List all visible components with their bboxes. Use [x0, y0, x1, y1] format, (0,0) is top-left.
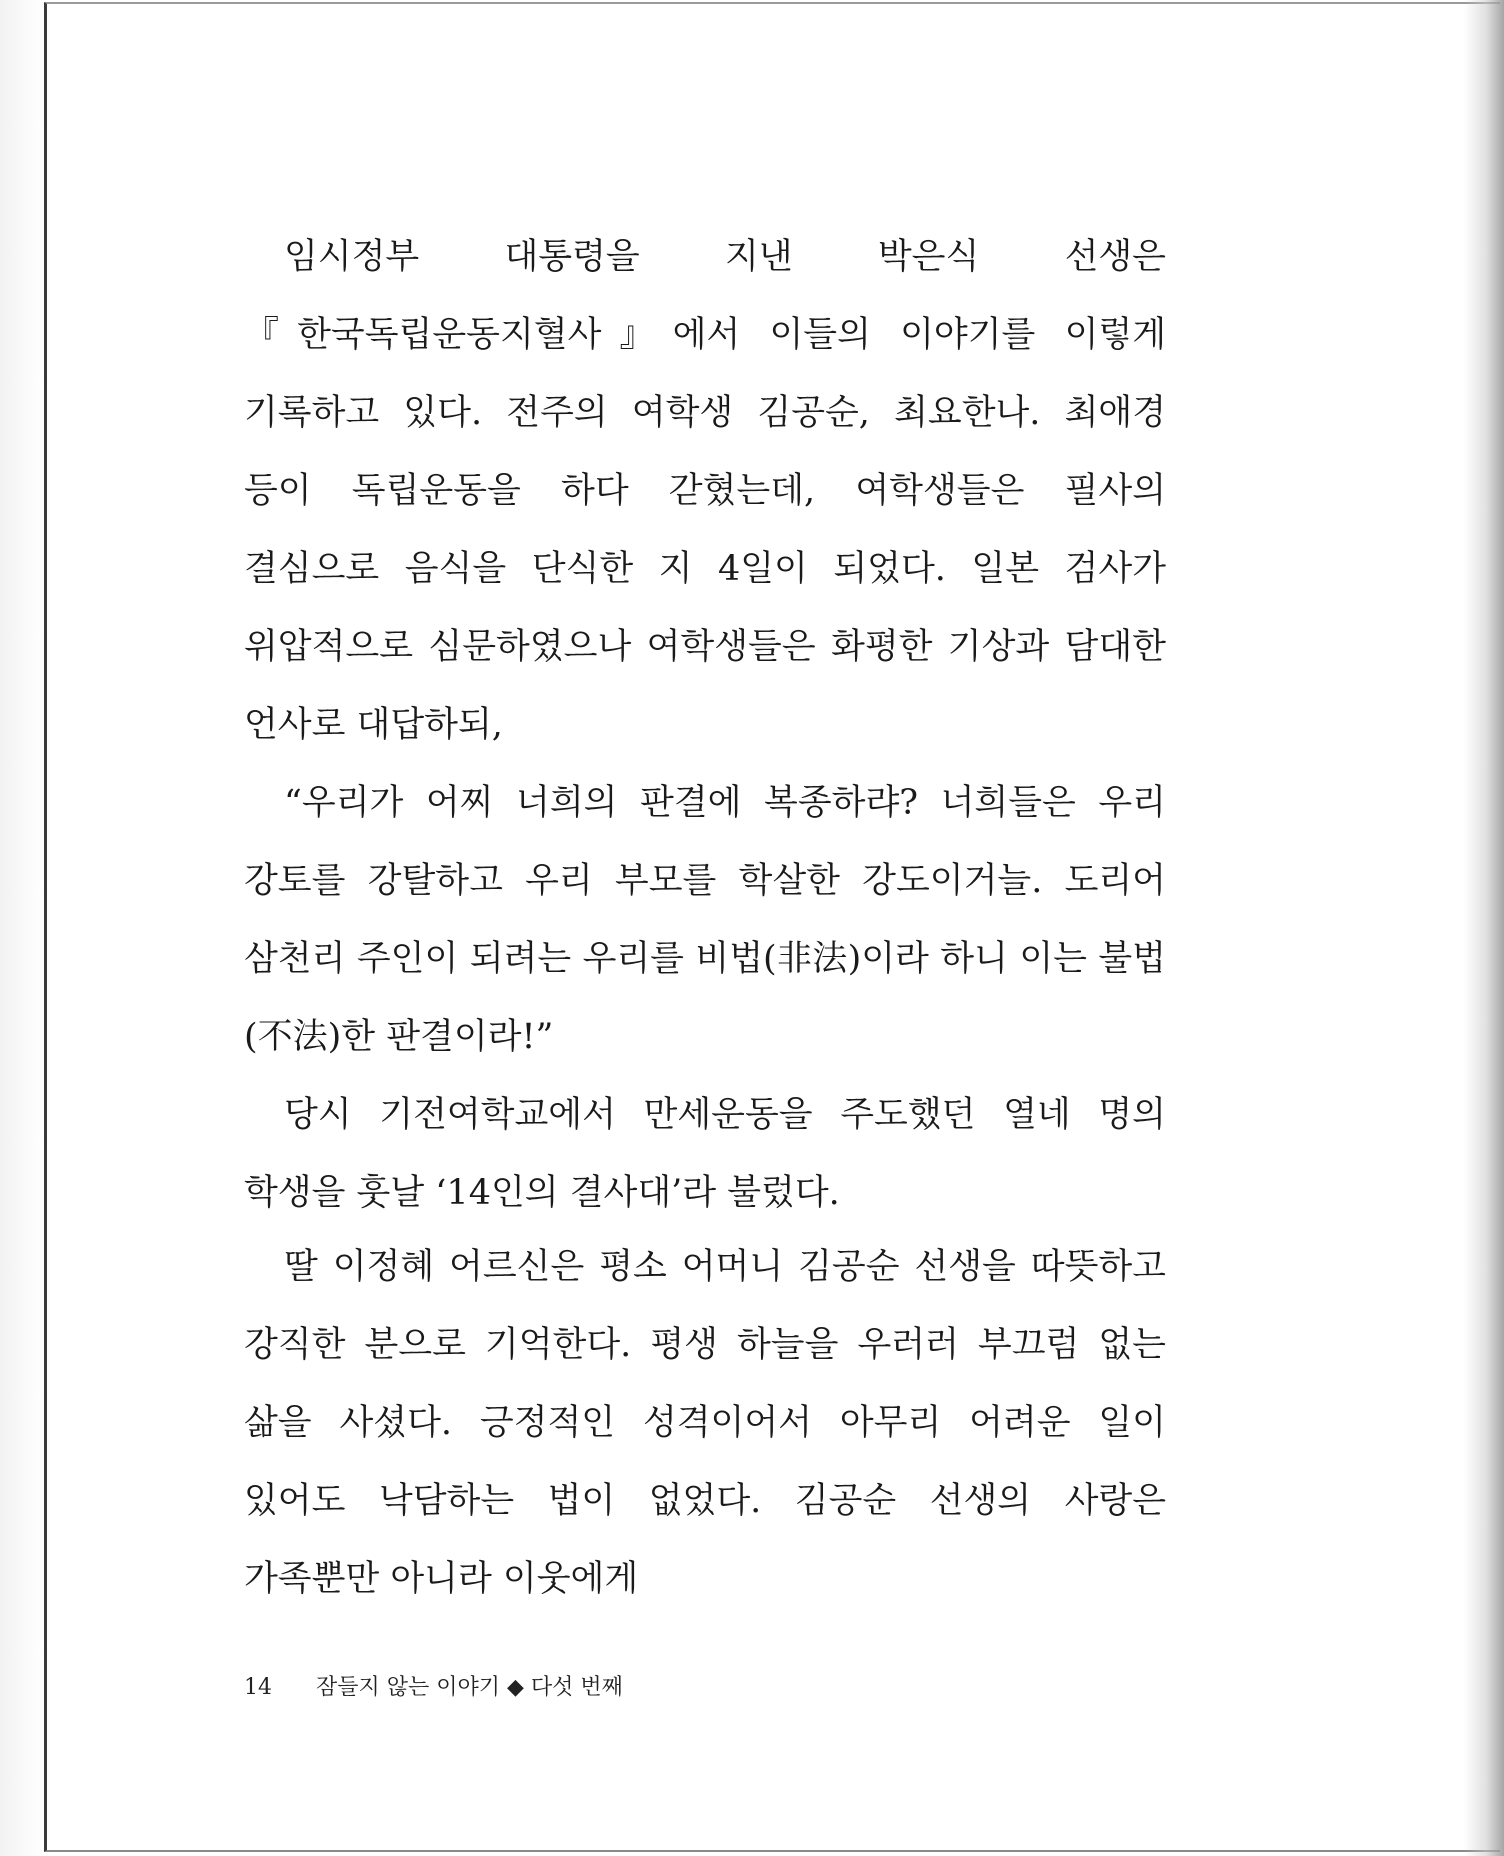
- quote-paragraph: “우리가 어찌 너희의 판결에 복종하랴? 너희들은 우리 강토를 강탈하고 우리 부모를 학살한 강도이거늘. 도리어 삼천리 주인이 되려는 우리를 비법(非法)이라 하니 이는 불법(不法)한 판결이라!”: [244, 783, 1166, 1057]
- page-footer: [244, 1670, 623, 1701]
- page-edge-shadow: [1464, 0, 1504, 1856]
- page-number: 14: [244, 1675, 272, 1700]
- page-gutter-shade: [0, 0, 44, 1856]
- body-text-section-2: [244, 1228, 1166, 1618]
- running-title: 잠들지 않는 이야기 ◆ 다섯 번째: [316, 1675, 623, 1700]
- paragraph: 딸 이정혜 어르신은 평소 어머니 김공순 선생을 따뜻하고 강직한 분으로 기억한다. 평생 하늘을 우러러 부끄럼 없는 삶을 사셨다. 긍정적인 성격이어서 아무리 어려운 일이 있어도 낙담하는 법이 없었다. 김공순 선생의 사랑은 가족뿐만 아니라 이웃에게: [244, 1247, 1166, 1599]
- body-text-section-1: [244, 218, 1166, 1232]
- paragraph: 임시정부 대통령을 지낸 박은식 선생은『한국독립운동지혈사』에서 이들의 이야기를 이렇게 기록하고 있다. 전주의 여학생 김공순, 최요한나. 최애경 등이 독립운동을 하다 갇혔는데, 여학생들은 필사의 결심으로 음식을 단식한 지 4일이 되었다. 일본 검사가 위압적으로 심문하였으나 여학생들은 화평한 기상과 담대한 언사로 대답하되,: [244, 237, 1166, 745]
- paragraph: 당시 기전여학교에서 만세운동을 주도했던 열네 명의 학생을 훗날 ‘14인의 결사대’라 불렀다.: [244, 1095, 1166, 1213]
